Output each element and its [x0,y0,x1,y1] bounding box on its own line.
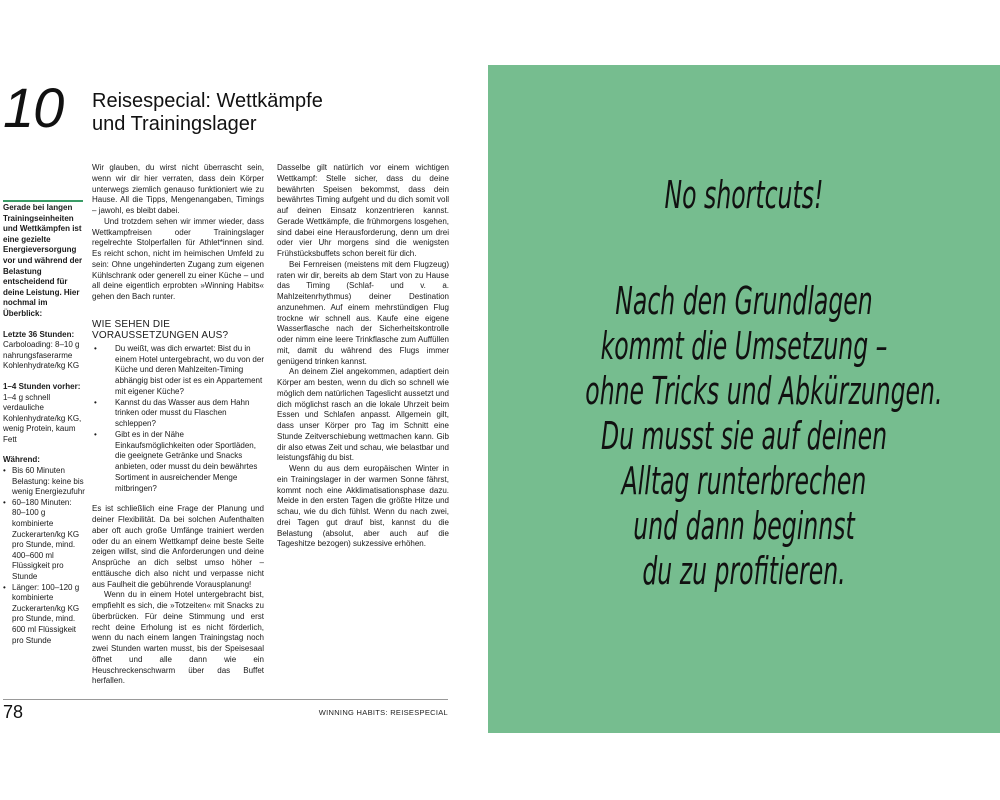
body-column-2 [277,163,449,550]
sidebar-block-label: Letzte 36 Stunden: [3,329,75,339]
running-head: WINNING HABITS: REISESPECIAL [318,708,448,717]
sidebar-intro: Gerade bei langen Trainingseinheiten und Wettkämpfen ist eine gezielte Energieversorgung vor und während der Belastung entscheidend für deine Leistung. Hier nochmal im Überblick: [3,203,83,318]
list-item: • Länger: 100–120 g kombinierte Zuckerarten/kg KG pro Stunde, mind. 600 ml Flüssigkeit pro Stunde [3,583,85,647]
quote-line: Du musst sie auf deinen [600,414,888,458]
sidebar-block-before [3,382,85,446]
list-item: • Kannst du das Wasser aus dem Hahn trinken oder musst du Flaschen schleppen? [92,398,264,430]
sidebar-summary [3,203,85,646]
quote-line: du zu profitieren. [642,549,846,593]
chapter-number: 10 [3,76,64,139]
sidebar-block-text: 1–4 g schnell verdauliche Kohlenhydrate/kg KG, wenig Protein, kaum Fett [3,392,82,444]
quote-line: ohne Tricks und Abkürzungen. [585,369,943,413]
paragraph: Bei Fernreisen (meistens mit dem Flugzeug) raten wir dir, bereits ab dem Start von zu Hause das Timing (Schlaf- und v. a. Mahlzeitenrhythmus) deiner Destination anzunehmen. Auf einem mehrstündigen Flug trockne wir schnell aus. Kaufe eine eigene Wasserflasche nach der Sicherheitskontrolle oder nimm eine leere Trinkflasche zum Auffüllen mit, damit du während des Flugs immer genügend trinken kannst. [277,259,449,366]
paragraph: Wenn du aus dem europäischen Winter in ein Trainingslager in der warmen Sonne fährst, kommt noch eine Akklimatisationsphase dazu. Meide in den ersten Tagen die größte Hitze und schau, wie du dich fühlst. Wenn du nach zwei, drei Tagen gut drauf bist, kannst du die Belastung (absolut, aber auch auf die Tageshitze bezogen) sukzessive erhöhen. [277,464,449,549]
list-item: • 60–180 Minuten: 80–100 g kombinierte Zuckerarten/kg KG pro Stunde, mind. 400–600 ml Flüssigkeit pro Stunde [3,498,85,583]
paragraph: Wir glauben, du wirst nicht überrascht sein, wenn wir dir hier verraten, dass dein Körper unterwegs ziemlich genauso funktioniert wie zu Hause. All die Tipps, Mengenangaben, Timings – jawohl, es bleibt dabei. [92,163,264,215]
section-heading: WIE SEHEN DIE VORAUSSETZUNGEN AUS? [92,318,229,341]
list-item: • Du weißt, was dich erwartet: Bist du in einem Hotel untergebracht, wo du von der Küche und deren Mahlzeiten-Timing abhängig bist oder ist es ein Appartement mit eigener Küche? [92,344,264,398]
body-column-1 [92,163,264,687]
sidebar-block-last-36h [3,330,85,372]
paragraph: An deinem Ziel angekommen, adaptiert dein Körper am besten, wenn du dich so schnell wie möglich dem natürlichen Tageslicht aussetzt und dich möglichst rasch an die lokale Uhrzeit beim Essen und Schlafen anpasst. Allgemein gilt, dass unser Körper pro Tag im Schnitt eine Stunde Zeitverschiebung wettmachen kann. Gib dir also etwas Zeit und schau, wie belastbar und leistungsfähig du bist. [277,367,449,463]
sidebar-block-label: Während: [3,455,40,465]
footer-divider [3,699,448,700]
paragraph: Es ist schließlich eine Frage der Planung und deiner Flexibilität. Da bei solchen Aufenthalten aber oft auch große Umfänge trainiert werden oder du an einem Wettkampf deine beste Seite zeigen willst, sind die Anforderungen und deine Ansprüche an dich selbst umso höher – enttäusche dich also nicht und verpasse nicht aus Faulheit die gebührende Vorausplanung! [92,504,264,589]
list-item: • Gibt es in der Nähe Einkaufsmöglichkeiten oder Sportläden, die geeignete Getränke und Snacks anbieten, oder musst du dein bewährtes Sortiment in ausreichender Menge mitbringen? [92,430,264,495]
page-number: 78 [3,702,24,722]
quote-line: und dann beginnst [633,504,855,548]
during-list [3,466,85,646]
quote-line: Alltag runterbrechen [621,459,867,503]
paragraph: Und trotzdem sehen wir immer wieder, dass Wettkampfreisen oder Trainingslager regelrechte Stolperfallen für Athlet*innen sind. Es reicht schon, nicht im heimischen Umfeld zu sein: Ohne ungehinderten Zugang zum eigenen Kühlschrank oder generell zu einer Küche – und all deine eigentlich erprobten »Winning Habits« gehen den Bach runter. [92,216,264,301]
sidebar-block-text: Carboloading: 8–10 g nahrungsfaserarme Kohlenhydrate/kg KG [3,340,80,371]
paragraph: Dasselbe gilt natürlich vor einem wichtigen Wettkampf: Stelle sicher, dass du deine bewährten Speisen bekommst, dass dein bewährtes Timing aufgeht und du dich somit voll auf deinen Einsatz konzentrieren kannst. Gerade Wettkämpfe, die frühmorgens losgehen, sind dabei eine Herausforderung, denn um drei oder vier Uhr morgens sind die wenigsten Frühstücksbuffets schon bereit für dich. [277,163,449,258]
requirements-list [92,344,264,495]
quote-text [585,279,943,594]
quote-line: kommt die Umsetzung – [600,324,888,368]
chapter-title: Reisespecial: Wettkämpfe und Trainingslager [92,90,323,135]
quote-line: Nach den Grundlagen [615,279,873,323]
quote-headline: No shortcuts! [664,173,824,217]
sidebar-divider [3,200,83,202]
paragraph: Wenn du in einem Hotel untergebracht bist, empfiehlt es sich, die »Totzeiten« mit Snacks zu überbrücken. Für deine Stimmung und erst recht deine Erholung ist es nicht förderlich, wenn du nach einem langen Trainingstag noch zwei Stunden warten musst, bis der Speisesaal öffnet und alle dann wie ein Heuschreckenschwarm über das Buffet herfallen. [92,590,264,686]
sidebar-block-label: 1–4 Stunden vorher: [3,381,81,391]
list-item: • Bis 60 Minuten Belastung: keine bis wenig Energiezufuhr [3,466,85,498]
quote-panel [488,65,1000,733]
sidebar-block-during [3,455,85,646]
